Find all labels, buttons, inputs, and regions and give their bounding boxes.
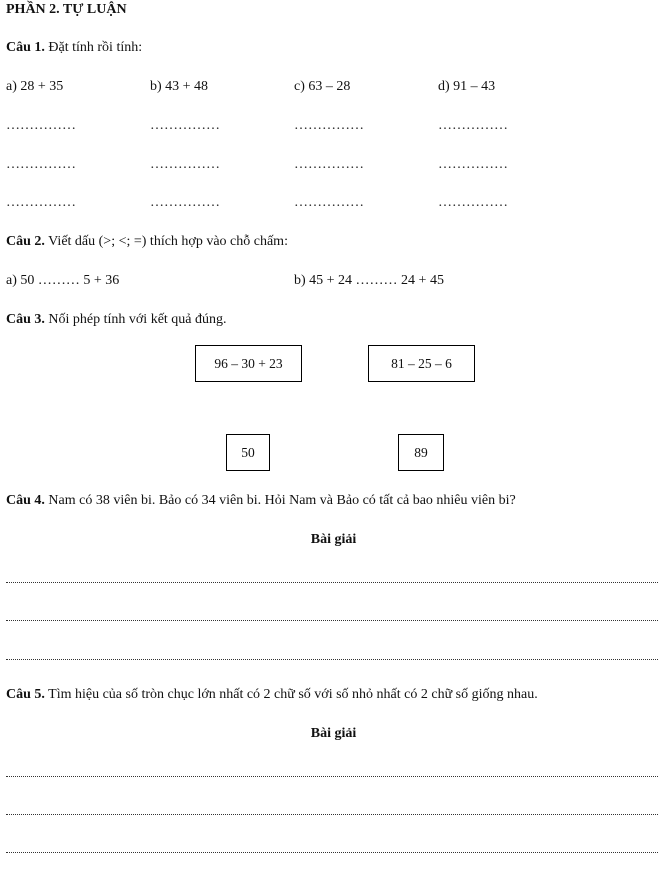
answer-blank[interactable]: …………… <box>6 118 76 133</box>
answer-line[interactable] <box>6 852 658 853</box>
q2-item-a[interactable]: a) 50 ……… 5 + 36 <box>6 273 120 288</box>
q1-item-b: b) 43 + 48 <box>150 79 209 94</box>
question-5-text: Tìm hiệu của số tròn chục lớn nhất có 2 chữ số với số nhỏ nhất có 2 chữ số giống nhau. <box>48 687 538 702</box>
answer-blank[interactable]: …………… <box>438 157 508 172</box>
answer-line[interactable] <box>6 620 658 621</box>
answer-blank[interactable]: …………… <box>6 157 76 172</box>
question-3-label: Câu 3. <box>6 312 45 327</box>
q1-item-c: c) 63 – 28 <box>294 79 351 94</box>
expression-box-2[interactable]: 81 – 25 – 6 <box>368 345 475 382</box>
question-2-label: Câu 2. <box>6 234 45 249</box>
question-5-prompt <box>6 686 538 704</box>
answer-blank[interactable]: …………… <box>150 195 220 210</box>
answer-blank[interactable]: …………… <box>150 118 220 133</box>
question-1-prompt <box>6 39 142 57</box>
question-2-prompt <box>6 233 288 251</box>
q2-item-b[interactable]: b) 45 + 24 ……… 24 + 45 <box>294 273 444 288</box>
answer-line[interactable] <box>6 776 658 777</box>
question-4-text: Nam có 38 viên bi. Bảo có 34 viên bi. Hỏi Nam và Bảo có tất cả bao nhiêu viên bi? <box>48 493 516 508</box>
answer-blank[interactable]: …………… <box>294 157 364 172</box>
answer-blank[interactable]: …………… <box>6 195 76 210</box>
answer-line[interactable] <box>6 814 658 815</box>
question-4-prompt <box>6 492 516 510</box>
solution-heading: Bài giải <box>310 532 357 547</box>
answer-blank[interactable]: …………… <box>438 195 508 210</box>
q1-item-a: a) 28 + 35 <box>6 79 64 94</box>
answer-line[interactable] <box>6 582 658 583</box>
question-1-label: Câu 1. <box>6 40 45 55</box>
result-box-2[interactable]: 89 <box>398 434 444 471</box>
question-1-text: Đặt tính rồi tính: <box>48 40 143 55</box>
answer-blank[interactable]: …………… <box>150 157 220 172</box>
question-3-prompt <box>6 311 227 329</box>
result-box-1[interactable]: 50 <box>226 434 270 471</box>
answer-blank[interactable]: …………… <box>438 118 508 133</box>
question-5-label: Câu 5. <box>6 687 45 702</box>
answer-blank[interactable]: …………… <box>294 195 364 210</box>
answer-line[interactable] <box>6 659 658 660</box>
question-3-text: Nối phép tính với kết quả đúng. <box>48 312 227 327</box>
q1-item-d: d) 91 – 43 <box>438 79 496 94</box>
expression-box-1[interactable]: 96 – 30 + 23 <box>195 345 302 382</box>
answer-blank[interactable]: …………… <box>294 118 364 133</box>
solution-heading: Bài giải <box>310 726 357 741</box>
section-title: PHẦN 2. TỰ LUẬN <box>6 2 127 17</box>
question-4-label: Câu 4. <box>6 493 45 508</box>
question-2-text: Viết dấu (>; <; =) thích hợp vào chỗ chấm: <box>48 234 288 249</box>
